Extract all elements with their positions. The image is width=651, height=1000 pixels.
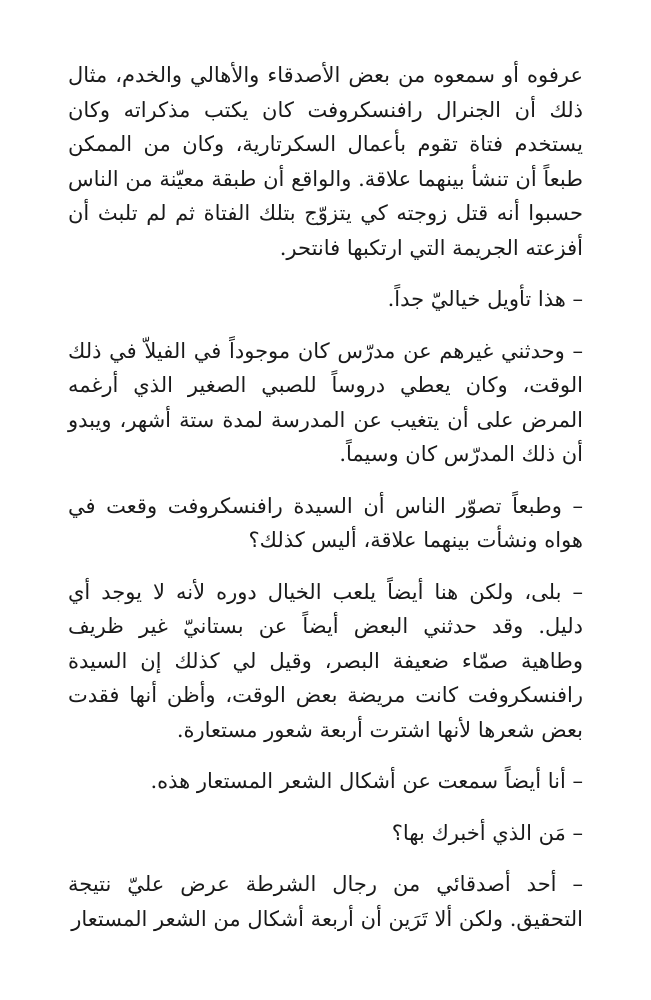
dialogue-line: – وحدثني غيرهم عن مدرّس كان موجوداً في الفيلاّ في ذلك الوقت، وكان يعطي دروساً للصبي الصغير الذي أرغمه المرض على أن يتغيب عن المدرسة لمدة ستة أشهر، ويبدو أن ذلك المدرّس كان وسيماً. <box>68 338 583 466</box>
dialogue-line: – هذا تأويل خياليّ جداً. <box>387 287 583 311</box>
dialogue-line: – وطبعاً تصوّر الناس أن السيدة رافنسكروفت وقعت في هواه ونشأت بينهما علاقة، أليس كذلك؟ <box>68 493 583 552</box>
dialogue-line: – أنا أيضاً سمعت عن أشكال الشعر المستعار هذه. <box>150 769 583 793</box>
book-page <box>68 58 583 953</box>
dialogue-line: – أحد أصدقائي من رجال الشرطة عرض عليّ نتيجة التحقيق. ولكن ألا تَرَين أن أربعة أشكال من الشعر المستعار <box>68 872 583 931</box>
dialogue-line: – بلى، ولكن هنا أيضاً يلعب الخيال دوره لأنه لا يوجد أي دليل. وقد حدثني البعض أيضاً عن بستانيّ غير ظريف وطاهية صمّاء ضعيفة البصر، وقيل لي كذلك إن السيدة رافنسكروفت كانت مريضة بعض الوقت، وأظن أنها فقدت بعض شعرها لأنها اشترت أربعة شعور مستعارة. <box>68 579 583 742</box>
dialogue-line: – مَن الذي أخبرك بها؟ <box>391 820 583 845</box>
narrative-paragraph: عرفوه أو سمعوه من بعض الأصدقاء والأهالي والخدم، مثال ذلك أن الجنرال رافنسكروفت كان يكتب مذكراته وكان يستخدم فتاة تقوم بأعمال السكرتارية، وكان من الممكن طبعاً أن تنشأ بينهما علاقة. والواقع أن طبقة معيّنة من الناس حسبوا أنه قتل زوجته كي يتزوّج بتلك الفتاة ثم لم تلبث أن أفزعته الجريمة التي ارتكبها فانتحر. <box>68 63 583 260</box>
